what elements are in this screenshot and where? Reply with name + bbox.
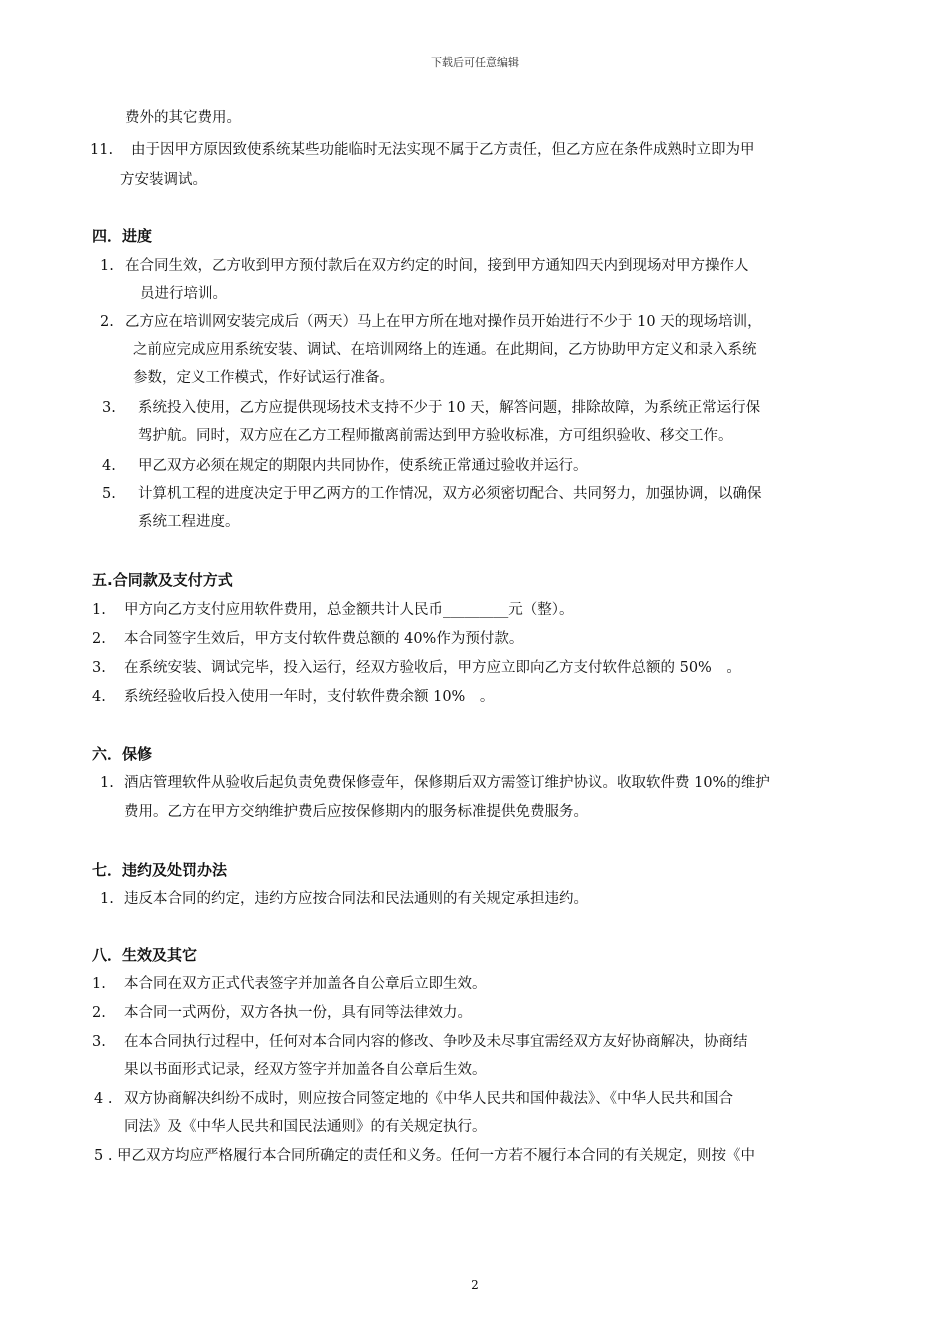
section-5-title: 五.合同款及支付方式: [92, 571, 233, 589]
s8-item-1-line-1: 本合同在双方正式代表签字并加盖各自公章后立即生效。: [124, 976, 487, 992]
s5-item-1-number: 1.: [92, 602, 106, 618]
item-11-number: 11.: [90, 142, 114, 158]
section-7-title: 七．违约及处罚办法: [92, 861, 228, 879]
s6-item-1-number: 1.: [100, 775, 114, 791]
s5-item-2-line-1: 本合同签字生效后，甲方支付软件费总额的 40%作为预付款。: [124, 631, 524, 647]
s5-item-4-line-1: 系统经验收后投入使用一年时，支付软件费余额 10% 。: [124, 689, 495, 705]
s8-item-1-number: 1.: [92, 976, 106, 992]
s8-item-3-number: 3.: [92, 1034, 106, 1050]
page-number: 2: [471, 1278, 479, 1292]
s4-item-2-line-3: 参数，定义工作模式，作好试运行准备。: [133, 370, 394, 386]
s5-item-3-line-1: 在系统安装、调试完毕，投入运行，经双方验收后，甲方应立即向乙方支付软件总额的 50% 。: [124, 660, 741, 676]
s4-item-3-number: 3.: [102, 400, 116, 416]
s4-item-4-number: 4.: [102, 458, 116, 474]
s8-item-5-number: 5 .: [94, 1148, 113, 1164]
intro-cont-line: 费外的其它费用。: [125, 110, 241, 126]
s4-item-2-number: 2.: [100, 314, 114, 330]
s4-item-2-line-2: 之前应完成应用系统安装、调试、在培训网络上的连通。在此期间，乙方协助甲方定义和录入系统: [133, 342, 757, 358]
s7-item-1-line-1: 违反本合同的约定，违约方应按合同法和民法通则的有关规定承担违约。: [124, 891, 588, 907]
section-4-title: 四．进度: [92, 227, 153, 245]
s5-item-4-number: 4.: [92, 689, 106, 705]
s5-item-3-number: 3.: [92, 660, 106, 676]
s8-item-4-number: 4 .: [94, 1091, 113, 1107]
section-6-title: 六．保修: [92, 745, 153, 763]
s6-item-1-line-2: 费用。乙方在甲方交纳维护费后应按保修期内的服务标准提供免费服务。: [124, 804, 588, 820]
s4-item-1-line-1: 在合同生效，乙方收到甲方预付款后在双方约定的时间，接到甲方通知四天内到现场对甲方操作人: [125, 258, 749, 274]
s4-item-5-line-1: 计算机工程的进度决定于甲乙两方的工作情况，双方必须密切配合、共同努力，加强协调，以确保: [138, 486, 762, 502]
s5-item-1-line-1: 甲方向乙方支付应用软件费用，总金额共计人民币_________元（整）。: [124, 602, 574, 618]
s7-item-1-number: 1.: [100, 891, 114, 907]
s8-item-4-line-2: 同法》及《中华人民共和国民法通则》的有关规定执行。: [124, 1119, 487, 1135]
s4-item-4-line-1: 甲乙双方必须在规定的期限内共同协作，使系统正常通过验收并运行。: [138, 458, 588, 474]
s8-item-3-line-1: 在本合同执行过程中，任何对本合同内容的修改、争吵及未尽事宜需经双方友好协商解决，协商结: [124, 1034, 748, 1050]
s4-item-3-line-1: 系统投入使用，乙方应提供现场技术支持不少于 10 天，解答问题，排除故障，为系统正常运行保: [138, 400, 761, 416]
s4-item-5-line-2: 系统工程进度。: [138, 514, 240, 530]
s8-item-2-number: 2.: [92, 1005, 106, 1021]
page-header: 下载后可任意编辑: [431, 56, 519, 69]
s4-item-5-number: 5.: [102, 486, 116, 502]
item-11-line-1: 由于因甲方原因致使系统某些功能临时无法实现不属于乙方责任，但乙方应在条件成熟时立即为甲: [131, 142, 755, 158]
s8-item-2-line-1: 本合同一式两份，双方各执一份，具有同等法律效力。: [124, 1005, 472, 1021]
s8-item-5-line-1: 甲乙双方均应严格履行本合同所确定的责任和义务。任何一方若不履行本合同的有关规定，则按《中: [117, 1148, 755, 1164]
s8-item-4-line-1: 双方协商解决纠纷不成时，则应按合同签定地的《中华人民共和国仲裁法》、《中华人民共和国合: [124, 1091, 733, 1107]
s4-item-1-number: 1.: [100, 258, 114, 274]
s4-item-1-line-2: 员进行培训。: [140, 286, 227, 302]
s8-item-3-line-2: 果以书面形式记录，经双方签字并加盖各自公章后生效。: [124, 1062, 487, 1078]
s6-item-1-line-1: 酒店管理软件从验收后起负责免费保修壹年，保修期后双方需签订维护协议。收取软件费 10%的维护: [124, 775, 770, 791]
section-8-title: 八．生效及其它: [92, 946, 198, 964]
s4-item-2-line-1: 乙方应在培训网安装完成后（两天）马上在甲方所在地对操作员开始进行不少于 10 天的现场培训，: [125, 314, 762, 330]
s4-item-3-line-2: 驾护航。同时，双方应在乙方工程师撤离前需达到甲方验收标准，方可组织验收、移交工作。: [138, 428, 733, 444]
item-11-line-2: 方安装调试。: [120, 172, 207, 188]
s5-item-2-number: 2.: [92, 631, 106, 647]
